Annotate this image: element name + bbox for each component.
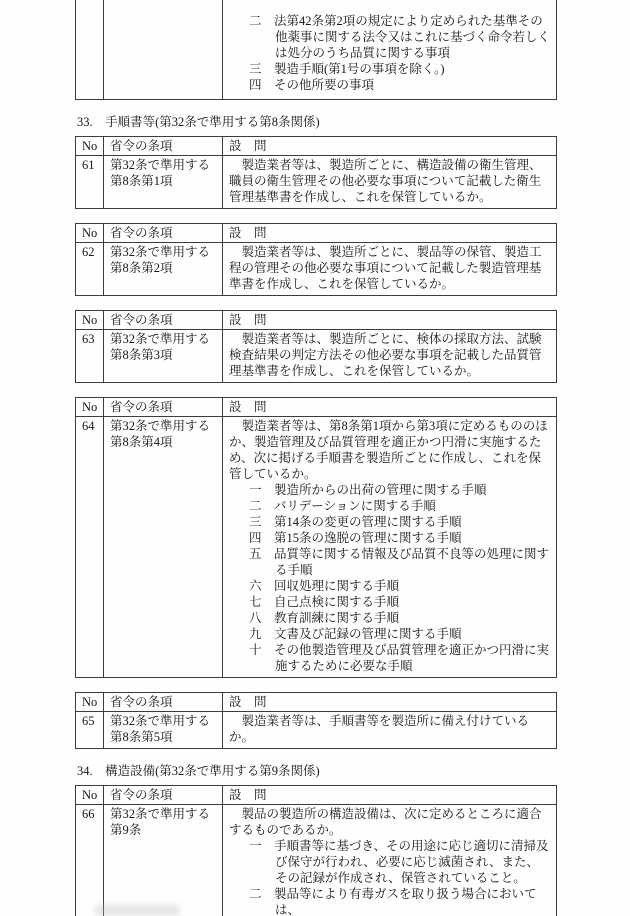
header-no: No (76, 786, 104, 805)
list-item: 二 バリデーションに関する手順 (249, 499, 436, 513)
question-cell (223, 417, 557, 678)
header-no: No (76, 137, 104, 156)
scan-artifact (95, 905, 180, 916)
table-header-row (76, 693, 557, 712)
table-row (76, 0, 557, 100)
clause-cell: 第32条で準用する第8条第2項 (104, 243, 223, 296)
list-item: 八 教育訓練に関する手順 (249, 611, 400, 625)
question-cell (223, 0, 557, 100)
header-question: 設 問 (223, 224, 557, 243)
no-cell: 64 (76, 417, 104, 678)
header-no: No (76, 311, 104, 330)
clause-cell (104, 0, 223, 100)
table-item-64 (75, 397, 557, 678)
table-item-63 (75, 310, 557, 383)
list-item: 一 製造所からの出荷の管理に関する手順 (249, 483, 487, 497)
question-cell: 製造業者等は、製造所ごとに、検体の採取方法、試験検査結果の判定方法その他必要な事項を記載した品質管理基準書を作成し、これを保管しているか。 (223, 330, 557, 383)
table-row (76, 243, 557, 296)
list-item: 六 回収処理に関する手順 (249, 579, 400, 593)
table-header-row (76, 137, 557, 156)
header-clause: 省令の条項 (104, 398, 223, 417)
header-question: 設 問 (223, 398, 557, 417)
page-content (75, 0, 557, 916)
section-34-heading: 34. 構造設備(第32条で準用する第9条関係) (77, 764, 320, 778)
header-question: 設 問 (223, 786, 557, 805)
list-item: 七 自己点検に関する手順 (249, 595, 400, 609)
list-item: 二 法第42条第2項の規定により定められた基準その他薬事に関する法令又はこれに基づく命令若しくは処分のうち品質に関する事項 (249, 14, 551, 60)
section-33-heading: 33. 手順書等(第32条で準用する第8条関係) (77, 115, 320, 129)
list-item: 一 手順書等に基づき、その用途に応じ適切に清掃及び保守が行われ、必要に応じ滅菌され、また、その記録が作成され、保管されていること。 (249, 839, 549, 885)
header-clause: 省令の条項 (104, 224, 223, 243)
table-row (76, 712, 557, 749)
table-item-66 (75, 785, 557, 916)
clause-cell: 第32条で準用する第8条第1項 (104, 156, 223, 209)
table-row (76, 156, 557, 209)
header-clause: 省令の条項 (104, 786, 223, 805)
list-item: 二 製品等により有毒ガスを取り扱う場合においては、 (249, 887, 537, 916)
list-item: 四 第15条の逸脱の管理に関する手順 (249, 531, 462, 545)
table-header-row (76, 224, 557, 243)
no-cell: 63 (76, 330, 104, 383)
header-question: 設 問 (223, 137, 557, 156)
no-cell: 61 (76, 156, 104, 209)
header-question: 設 問 (223, 311, 557, 330)
table-header-row (76, 786, 557, 805)
header-no: No (76, 224, 104, 243)
list-item: 十 その他製造管理及び品質管理を適正かつ円滑に実施するために必要な手順 (249, 643, 550, 673)
table-item-61 (75, 136, 557, 209)
clause-cell: 第32条で準用する第8条第4項 (104, 417, 223, 678)
table-row (76, 330, 557, 383)
continuation-table (75, 0, 557, 100)
header-no: No (76, 398, 104, 417)
header-clause: 省令の条項 (104, 311, 223, 330)
table-row (76, 417, 557, 678)
clause-cell: 第32条で準用する第8条第3項 (104, 330, 223, 383)
header-clause: 省令の条項 (104, 693, 223, 712)
header-clause: 省令の条項 (104, 137, 223, 156)
table-item-62 (75, 223, 557, 296)
no-cell: 62 (76, 243, 104, 296)
question-cell (223, 805, 557, 916)
list-item: 五 品質等に関する情報及び品質不良等の処理に関する手順 (249, 547, 550, 577)
list-item: 四 その他所要の事項 (249, 78, 375, 92)
no-cell: 65 (76, 712, 104, 749)
header-no: No (76, 693, 104, 712)
list-item: 三 第14条の変更の管理に関する手順 (249, 515, 462, 529)
question-cell: 製造業者等は、製造所ごとに、製品等の保管、製造工程の管理その他必要な事項について記載した製造管理基準書を作成し、これを保管しているか。 (223, 243, 557, 296)
question-intro: 製造業者等は、第8条第1項から第3項に定めるもののほか、製造管理及び品質管理を適正かつ円滑に実施するため、次に掲げる手順書を製造所ごとに作成し、これを保管しているか。 (229, 419, 548, 481)
question-intro: 製品の製造所の構造設備は、次に定めるところに適合するものであるか。 (229, 807, 542, 837)
table-item-65 (75, 692, 557, 749)
list-item: 三 製造手順(第1号の事項を除く。) (249, 62, 445, 76)
question-cell: 製造業者等は、手順書等を製造所に備え付けているか。 (223, 712, 557, 749)
no-cell: 66 (76, 805, 104, 916)
no-cell (76, 0, 104, 100)
header-question: 設 問 (223, 693, 557, 712)
list-item: 九 文書及び記録の管理に関する手順 (249, 627, 462, 641)
table-row (76, 805, 557, 916)
clause-cell: 第32条で準用する第8条第5項 (104, 712, 223, 749)
question-cell: 製造業者等は、製造所ごとに、構造設備の衛生管理、職員の衛生管理その他必要な事項について記載した衛生管理基準書を作成し、これを保管しているか。 (223, 156, 557, 209)
clause-cell: 第32条で準用する第9条 (104, 805, 223, 916)
table-header-row (76, 311, 557, 330)
table-header-row (76, 398, 557, 417)
